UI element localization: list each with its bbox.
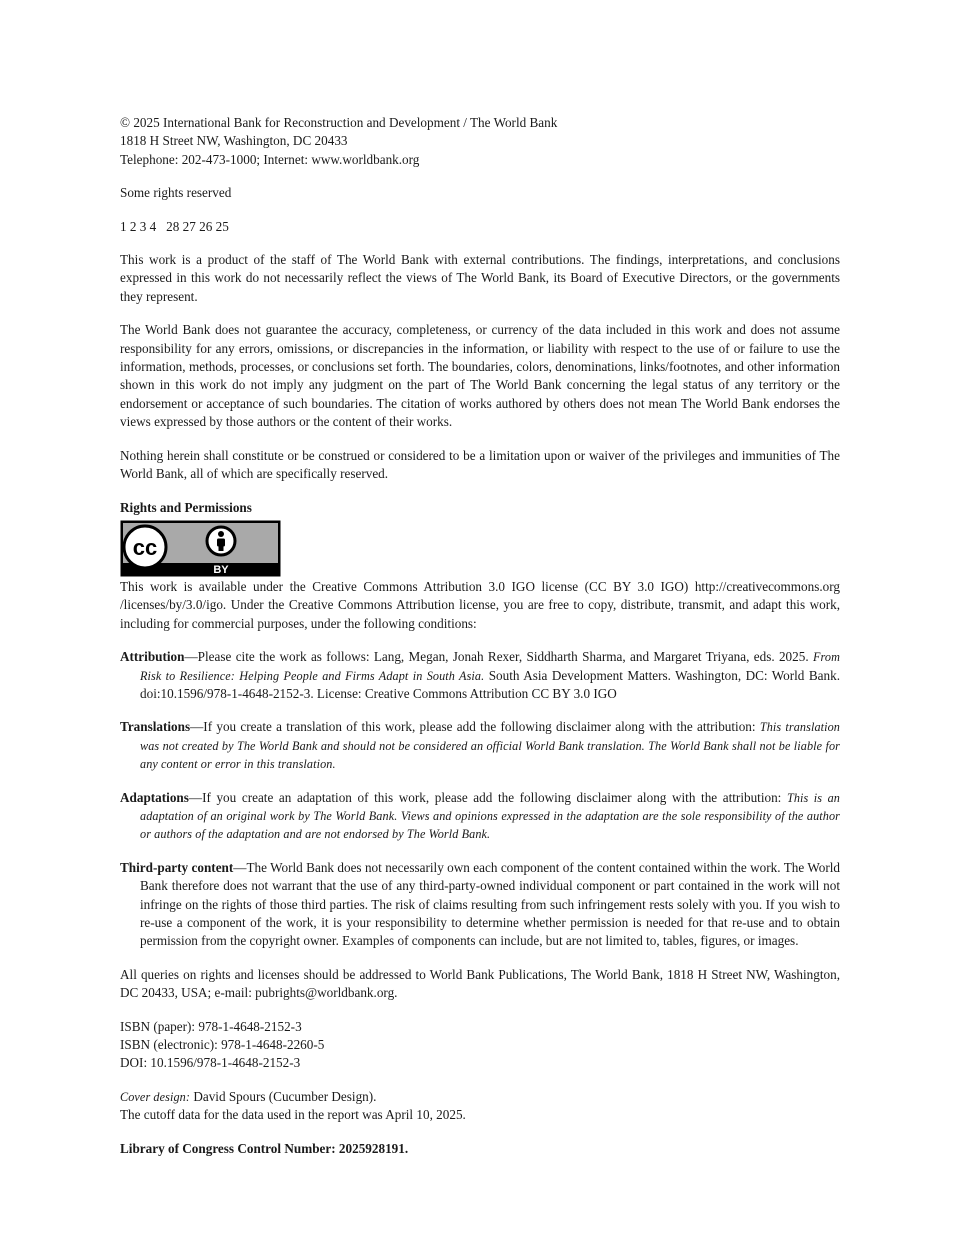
contact-line: Telephone: 202-473-1000; Internet: www.worldbank.org [120,151,420,167]
disclaimer-staff: This work is a product of the staff of The World Bank with external contributions. The findings, interpretations, and conclusions expressed in this work do not necessarily reflect the views of The World Bank, its Board of Executive Directors, or the governments they represent. [120,252,840,304]
person-icon-head [218,531,224,537]
translations-text: —If you create a translation of this work, please add the following disclaimer along with the attribution: [190,719,760,735]
attribution-text-after: South Asia Development Matters. Washington, DC: World Bank. doi:10.1596/978-1-4648-2152-3. License: Creative Commons Attribution CC BY 3.0 IGO [140,667,840,701]
adaptations-label: Adaptations [120,789,189,805]
isbn-electronic: ISBN (electronic): 978-1-4648-2260-5 [120,1037,325,1053]
copyright-block [120,114,840,169]
cover-design-label: Cover design: [120,1089,191,1104]
adaptations-disclaimer: This is an adaptation of an original work by The World Bank. Views and opinions expressed in the adaptation are the sole responsibility of the author or authors of the adaptation and are not endorsed by The World Bank. [140,790,840,842]
isbn-block [120,1018,840,1073]
disclaimer-accuracy: The World Bank does not guarantee the accuracy, completeness, or currency of the data included in this work and does not assume responsibility for any errors, omissions, or discrepancies in the information, or liability with respect to the use of or failure to use the information, methods, processes, or conclusions set forth. The boundaries, colors, denominations, links/footnotes, and other information shown in this work do not imply any judgment on the part of The World Bank concerning the legal status of any territory or the endorsement or acceptance of such boundaries. The citation of works authored by others does not mean The World Bank endorses the views expressed by those authors or the content of their works. [120,322,840,430]
rights-permissions-heading: Rights and Permissions [120,499,252,515]
translations-condition [120,718,840,773]
third-party-label: Third-party content [120,859,234,875]
isbn-paper: ISBN (paper): 978-1-4648-2152-3 [120,1018,302,1034]
cover-block [120,1088,840,1125]
license-text: This work is available under the Creative Commons Attribution 3.0 IGO license (CC BY 3.0 IGO) http://creativecommons.org /licenses/by/3.0/igo. Under the Creative Commons Attribution license, you are free to copy, distribute, transmit, and adapt this work, including for commercial purposes, under the following conditions: [120,578,840,631]
by-label: BY [213,563,229,576]
cover-design-value: David Spours (Cucumber Design). [190,1088,377,1104]
adaptations-text: —If you create an adaptation of this work, please add the following disclaimer along with the attribution: [188,789,787,805]
rights-reserved: Some rights reserved [120,185,232,201]
attribution-condition [120,648,840,703]
cc-icon: cc [132,534,158,560]
third-party-condition [120,859,840,951]
copyright-page [120,114,840,1158]
queries-text: All queries on rights and licenses should be addressed to World Bank Publications, The World Bank, 1818 H Street NW, Washington, DC 20433, USA; e-mail: pubrights@worldbank.org. [120,966,840,1001]
person-icon-legs [219,545,224,551]
attribution-label: Attribution [120,649,185,665]
translations-disclaimer: This translation was not created by The World Bank and should not be considered an official World Bank translation. The World Bank shall not be liable for any content or error in this translation. [140,720,840,772]
copyright-line: © 2025 International Bank for Reconstruction and Development / The World Bank [120,115,558,130]
cc-by-license-badge [120,520,281,577]
third-party-text: —The World Bank does not necessarily own each component of the content contained within the work. The World Bank therefore does not warrant that the use of any third-party-owned individual component or part contained in the work will not infringe on the rights of those third parties. The risk of claims resulting from such infringement rests solely with you. If you wish to re-use a component of the work, it is your responsibility to determine whether permission is needed for that re-use and to obtain permission from the copyright owner. Examples of components can include, but are not limited to, tables, figures, or images. [140,859,840,949]
printing-line: 1 2 3 4 28 27 26 25 [120,218,229,234]
translations-label: Translations [120,719,191,735]
disclaimer-immunities: Nothing herein shall constitute or be construed or considered to be a limitation upon or waiver of the privileges and immunities of The World Bank, all of which are specifically reserved. [120,447,840,482]
cutoff-line: The cutoff data for the data used in the report was April 10, 2025. [120,1107,466,1123]
address-line: 1818 H Street NW, Washington, DC 20433 [120,133,348,149]
lccn-line: Library of Congress Control Number: 2025928191. [120,1140,409,1156]
doi-line: DOI: 10.1596/978-1-4648-2152-3 [120,1055,301,1071]
cover-design-line [120,1088,840,1106]
attribution-text: —Please cite the work as follows: Lang, Megan, Jonah Rexer, Siddharth Sharma, and Margaret Triyana, eds. 2025. [184,649,813,665]
attribution-title: From Risk to Resilience: Helping People and Firms Adapt in South Asia. [140,650,840,683]
adaptations-condition [120,789,840,844]
